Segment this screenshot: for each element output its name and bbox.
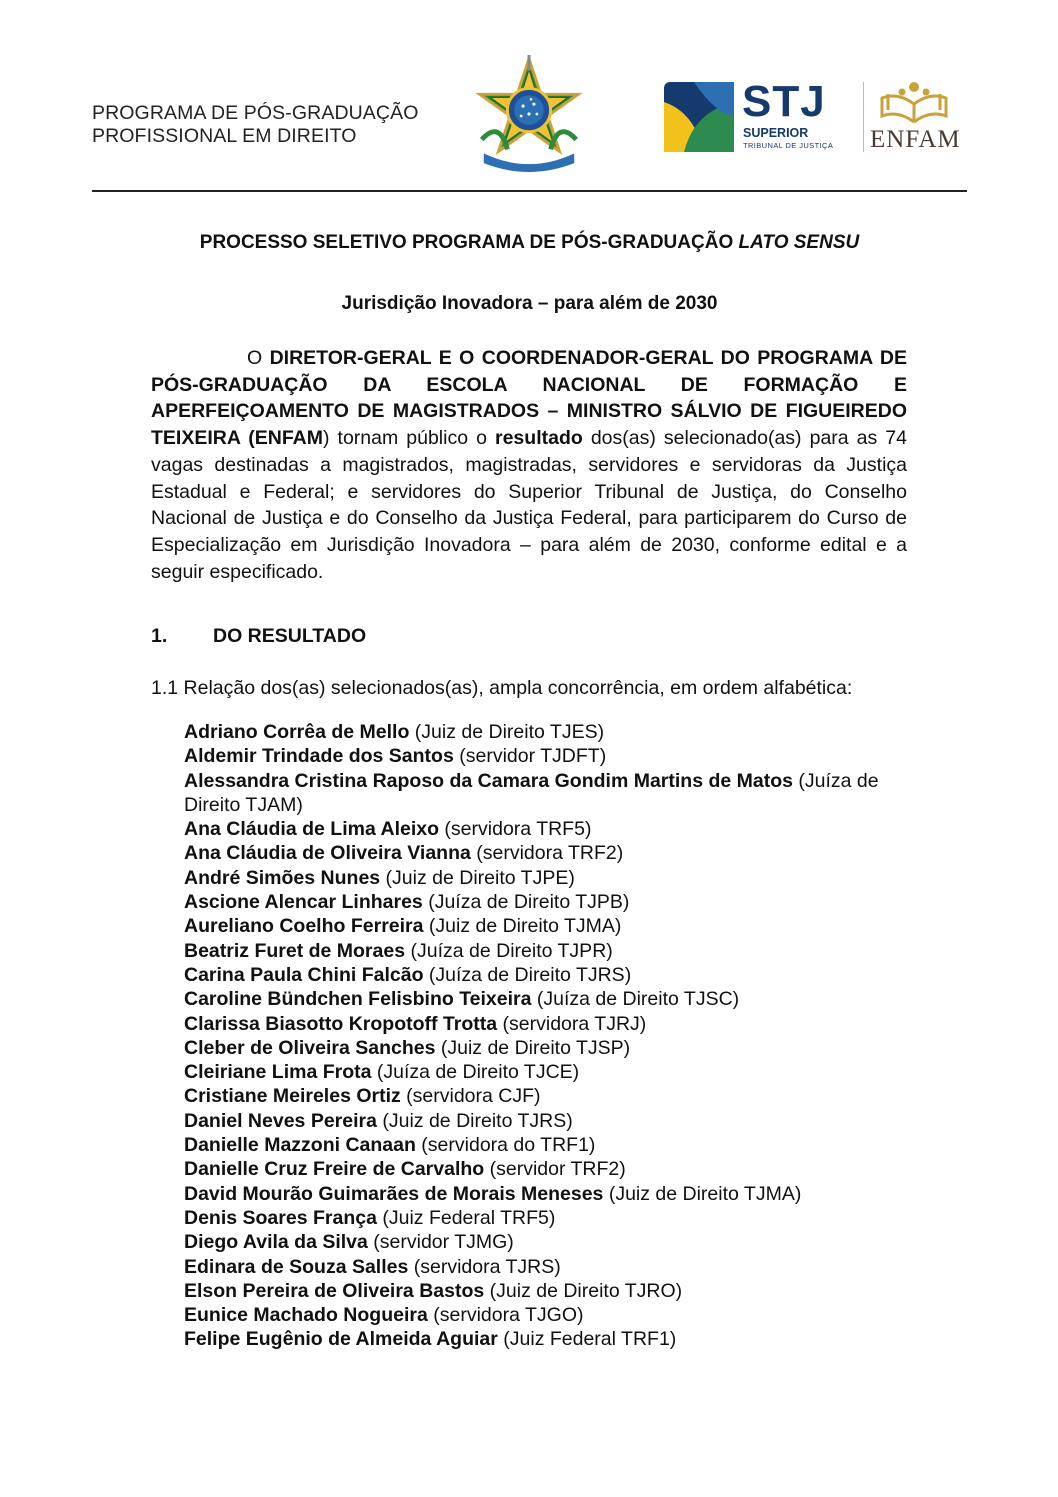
list-item xyxy=(184,1157,910,1181)
selected-role: (Juiz de Direito TJSP) xyxy=(435,1036,631,1059)
intro-o: O xyxy=(247,347,270,369)
list-item xyxy=(184,769,910,818)
list-item xyxy=(184,914,910,938)
intro-mid: ) tornam público o xyxy=(323,427,495,450)
selected-role: (Juiz Federal TRF1) xyxy=(497,1328,677,1351)
list-item xyxy=(184,817,910,841)
selected-name: Aldemir Trindade dos Santos xyxy=(184,745,454,768)
stj-logo xyxy=(664,77,839,154)
selected-name: Danielle Cruz Freire de Carvalho xyxy=(184,1158,485,1181)
selected-name: Clarissa Biasotto Kropotoff Trotta xyxy=(184,1012,498,1035)
stj-title: STJ xyxy=(742,77,826,126)
header-divider xyxy=(92,190,967,192)
selected-role: (Juíza de Direito TJPB) xyxy=(422,891,630,914)
list-item xyxy=(184,1327,910,1351)
list-item xyxy=(184,1036,910,1060)
selected-role: (servidor TJMG) xyxy=(367,1231,514,1254)
selected-role: (Juíza de Direito TJRS) xyxy=(423,963,632,986)
selected-role: (Juíza de Direito TJPR) xyxy=(405,939,613,962)
selected-role: (servidor TRF2) xyxy=(484,1158,626,1181)
section-heading xyxy=(151,625,366,648)
list-item xyxy=(184,1012,910,1036)
list-item xyxy=(184,866,910,890)
enfam-book-icon xyxy=(878,80,950,126)
selected-name: Felipe Eugênio de Almeida Aguiar xyxy=(184,1328,498,1351)
list-item xyxy=(184,1084,910,1108)
selected-name: Carina Paula Chini Falcão xyxy=(184,963,424,986)
selected-role: (Juiz de Direito TJRO) xyxy=(484,1279,683,1302)
selected-role: (Juiz de Direito TJPE) xyxy=(380,866,575,889)
list-item xyxy=(184,963,910,987)
list-item xyxy=(184,1255,910,1279)
document-title-italic: LATO SENSU xyxy=(738,232,860,253)
logo-separator xyxy=(863,82,864,152)
selected-name: Beatriz Furet de Moraes xyxy=(184,939,406,962)
program-line-2: PROFISSIONAL EM DIREITO xyxy=(92,125,357,147)
intro-bold: DIRETOR-GERAL E O COORDENADOR-GERAL DO PROGRAMA DE PÓS-GRADUAÇÃO DA ESCOLA NACIONAL DE FORMAÇÃO E APERFEIÇOAMENTO DE MAGISTRADOS – MINISTRO SÁLVIO DE FIGUEIREDO TEIXEIRA (ENFAM xyxy=(151,347,907,450)
enfam-logo xyxy=(870,80,960,152)
subsection-heading: 1.1 Relação dos(as) selecionados(as), ampla concorrência, em ordem alfabética: xyxy=(151,677,853,699)
selected-role: (Juiz de Direito TJES) xyxy=(409,721,605,743)
list-item xyxy=(184,1279,910,1303)
list-item xyxy=(184,720,910,744)
selected-name: Edinara de Souza Salles xyxy=(184,1255,409,1278)
selected-name: Aureliano Coelho Ferreira xyxy=(184,915,424,938)
list-item xyxy=(184,1206,910,1230)
selected-role: (servidora CJF) xyxy=(400,1085,541,1108)
stj-subtitle-superior: SUPERIOR xyxy=(743,126,809,140)
selected-name: Danielle Mazzoni Canaan xyxy=(184,1134,416,1157)
selected-role: (servidora TRF5) xyxy=(439,818,592,841)
list-item xyxy=(184,1182,910,1206)
selected-name: Cleber de Oliveira Sanches xyxy=(184,1036,436,1059)
stj-mark-icon xyxy=(664,82,734,152)
section-title: DO RESULTADO xyxy=(213,625,367,647)
list-item xyxy=(184,841,910,865)
intro-paragraph xyxy=(151,345,907,585)
document-title-text: PROCESSO SELETIVO PROGRAMA DE PÓS-GRADUAÇÃO xyxy=(199,232,739,253)
list-item xyxy=(184,1133,910,1157)
selected-role: (Juiz de Direito TJMA) xyxy=(423,915,622,938)
selected-name: Adriano Corrêa de Mello xyxy=(184,721,410,743)
section-number: 1. xyxy=(151,625,168,647)
document-title xyxy=(92,232,967,254)
selected-role: (servidora do TRF1) xyxy=(415,1134,596,1157)
brazil-coat-of-arms-icon xyxy=(470,55,588,173)
selected-name: Ascione Alencar Linhares xyxy=(184,891,423,914)
selected-name: Ana Cláudia de Lima Aleixo xyxy=(184,818,440,841)
selected-name: Cristiane Meireles Ortiz xyxy=(184,1085,401,1108)
selected-name: Eunice Machado Nogueira xyxy=(184,1304,428,1327)
selected-name: Cleiriane Lima Frota xyxy=(184,1061,372,1084)
selected-role: (Juíza de Direito TJSC) xyxy=(531,988,740,1011)
list-item xyxy=(184,744,910,768)
selected-role: (Juiz de Direito TJRS) xyxy=(376,1109,573,1132)
list-item xyxy=(184,1303,910,1327)
selected-role: (Juiz de Direito TJMA) xyxy=(603,1182,802,1205)
selected-role: (servidor TJDFT) xyxy=(453,745,607,768)
document-subtitle: Jurisdição Inovadora – para além de 2030 xyxy=(341,293,718,314)
enfam-wordmark: ENFAM xyxy=(870,126,961,153)
selected-name: Denis Soares França xyxy=(184,1206,377,1229)
selected-role: (Juiz Federal TRF5) xyxy=(376,1206,556,1229)
selected-name: André Simões Nunes xyxy=(184,866,381,889)
program-line-1: PROGRAMA DE PÓS-GRADUAÇÃO xyxy=(92,102,419,124)
selected-name: Daniel Neves Pereira xyxy=(184,1109,377,1132)
stj-subtitle-tribunal: TRIBUNAL DE JUSTIÇA xyxy=(743,141,834,150)
program-name xyxy=(92,102,418,148)
list-item xyxy=(184,890,910,914)
selected-name: Ana Cláudia de Oliveira Vianna xyxy=(184,842,471,865)
list-item xyxy=(184,1060,910,1084)
intro-rest: dos(as) selecionado(as) para as 74 vagas destinadas a magistrados, magistradas, servidores e servidoras da Justiça Estadual e Federal; e servidores do Superior Tribunal de Justiça, do Conselho Nacional de Justiça e do Conselho da Justiça Federal, para participarem do Curso de Especialização em Jurisdição Inovadora – para além de 2030, conforme edital e a seguir especificado. xyxy=(151,427,907,583)
selected-name: Caroline Bündchen Felisbino Teixeira xyxy=(184,988,532,1011)
selected-name: Elson Pereira de Oliveira Bastos xyxy=(184,1279,485,1302)
intro-bold-resultado: resultado xyxy=(495,427,583,450)
list-item xyxy=(184,987,910,1011)
selected-role: (servidora TJRS) xyxy=(408,1255,561,1278)
selected-role: (servidora TJRJ) xyxy=(497,1012,647,1035)
selected-role: (Juíza de Direito TJAM) xyxy=(184,769,879,816)
list-item xyxy=(184,1230,910,1254)
selected-role: (Juíza de Direito TJCE) xyxy=(371,1061,580,1084)
list-item xyxy=(184,1109,910,1133)
selected-name: Diego Avila da Silva xyxy=(184,1231,368,1254)
selected-name: Alessandra Cristina Raposo da Camara Gondim Martins de Matos xyxy=(184,769,793,792)
selected-name: David Mourão Guimarães de Morais Meneses xyxy=(184,1182,604,1205)
list-item xyxy=(184,939,910,963)
selected-role: (servidora TJGO) xyxy=(427,1304,584,1327)
selected-role: (servidora TRF2) xyxy=(470,842,624,865)
selected-list xyxy=(184,720,910,1352)
